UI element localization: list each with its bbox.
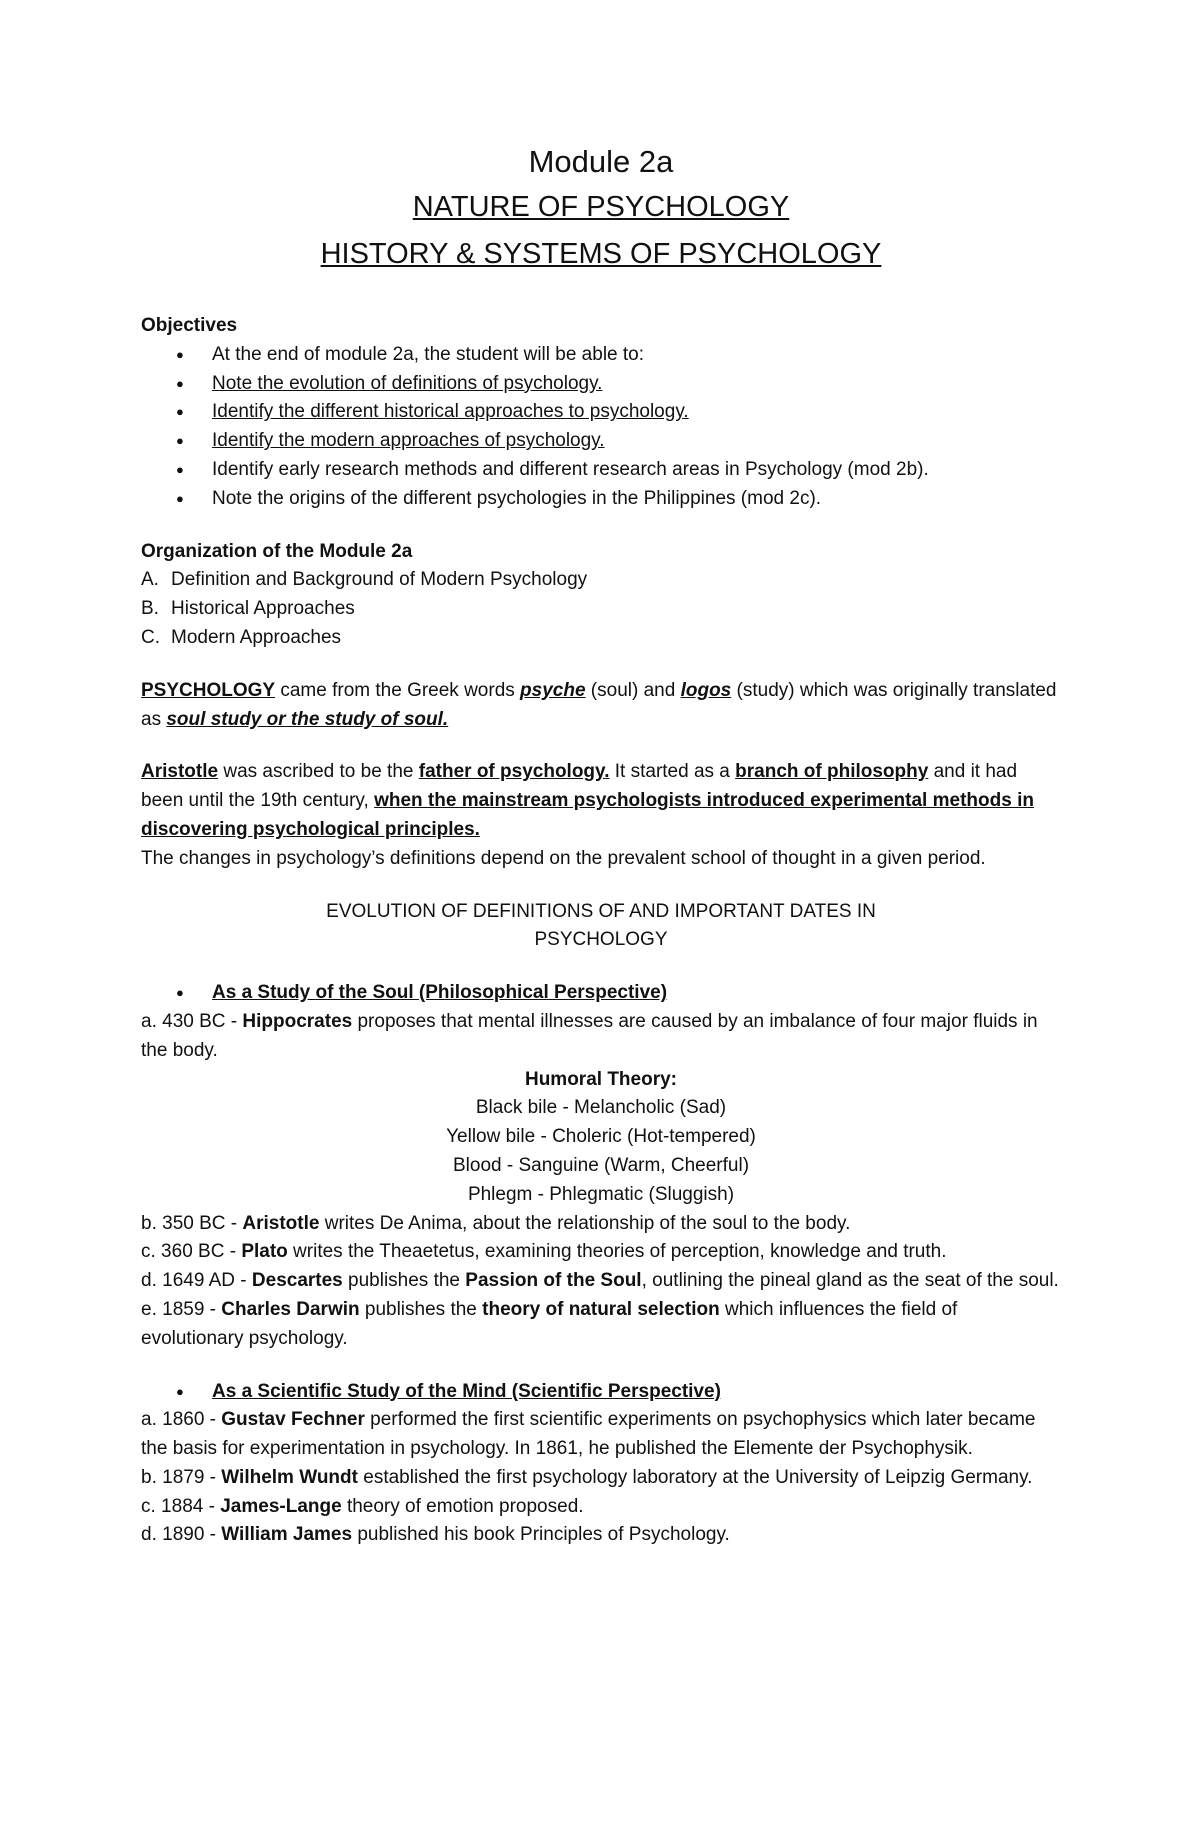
- item-text: writes De Anima, about the relationship of the soul to the body.: [319, 1212, 851, 1234]
- objective-item: ● Identify early research methods and different research areas in Psychology (mod 2b).: [141, 456, 1061, 485]
- item-text: Historical Approaches: [171, 598, 355, 620]
- item-text: writes the Theaetetus, examining theories of perception, knowledge and truth.: [287, 1241, 947, 1263]
- term-father: father of psychology.: [418, 761, 610, 783]
- title-line-2: HISTORY & SYSTEMS OF PSYCHOLOGY: [320, 238, 882, 270]
- item-name: Aristotle: [242, 1212, 320, 1234]
- item-name: Descartes: [251, 1270, 343, 1292]
- item-date: d. 1890 -: [141, 1524, 222, 1546]
- item-date: b. 350 BC -: [141, 1212, 243, 1234]
- psychology-paragraph: [141, 677, 1061, 735]
- term-logos: logos: [680, 679, 732, 701]
- humor-item: Yellow bile - Choleric (Hot-tempered): [446, 1126, 756, 1148]
- item-name: Wilhelm Wundt: [221, 1466, 358, 1488]
- item-date: d. 1649 AD -: [141, 1270, 252, 1292]
- item-text: performed the first scientific experiments on psychophysics which later became the basis for experimentation in psychology. In 1861, he published the Elemente der Psychophysik.: [141, 1409, 1036, 1460]
- item-letter: A.: [141, 569, 159, 591]
- objective-item: ● Identify the modern approaches of psychology.: [141, 427, 1061, 456]
- text-run: and it had been until the 19th century,: [141, 761, 1018, 812]
- item-work: theory of natural selection: [482, 1298, 720, 1320]
- organization-list: [141, 566, 1061, 652]
- text-run: came from the Greek words: [275, 679, 521, 701]
- changes-paragraph: The changes in psychology’s definitions depend on the prevalent school of thought in a given period.: [141, 847, 986, 869]
- item-work: Passion of the Soul: [465, 1270, 642, 1292]
- objective-item: ● Note the origins of the different psychologies in the Philippines (mod 2c).: [141, 485, 1061, 514]
- item-text: publishes the: [342, 1270, 466, 1292]
- soul-item-c: [141, 1238, 1061, 1267]
- mind-section-heading-list: [141, 1378, 1061, 1407]
- item-text: Definition and Background of Modern Psychology: [171, 569, 588, 591]
- item-text: which influences the field of evolutionary psychology.: [141, 1298, 958, 1349]
- item-text: publishes the: [359, 1298, 483, 1320]
- item-date: e. 1859 -: [141, 1298, 222, 1320]
- title-block: [141, 140, 1061, 278]
- humor-item: Phlegm - Phlegmatic (Sluggish): [467, 1183, 735, 1205]
- text-run: was ascribed to be the: [218, 761, 419, 783]
- mind-section-heading: ● As a Scientific Study of the Mind (Scientific Perspective): [141, 1378, 1061, 1407]
- text-run: (study) which was originally translated as: [141, 679, 1057, 730]
- organization-item: [141, 624, 1061, 653]
- item-name: Gustav Fechner: [221, 1409, 365, 1431]
- item-name: Hippocrates: [242, 1010, 353, 1032]
- mind-item-b: [141, 1464, 1061, 1493]
- title-line-1: NATURE OF PSYCHOLOGY: [412, 191, 790, 223]
- item-name: William James: [221, 1524, 353, 1546]
- item-letter: C.: [141, 626, 160, 648]
- mind-item-d: [141, 1521, 1061, 1550]
- objective-item: ● Note the evolution of definitions of psychology.: [141, 370, 1061, 399]
- organization-item: [141, 566, 1061, 595]
- item-text: , outlining the pineal gland as the seat of the soul.: [641, 1270, 1059, 1292]
- objectives-list: [141, 341, 1061, 514]
- term-soul-study: soul study or the study of soul.: [166, 708, 449, 730]
- item-date: c. 1884 -: [141, 1495, 221, 1517]
- objectives-heading: Objectives: [141, 315, 238, 336]
- humoral-heading: Humoral Theory:: [524, 1068, 678, 1090]
- item-text: proposes that mental illnesses are caused by an imbalance of four major fluids in the body.: [141, 1010, 1038, 1061]
- soul-section-heading: ● As a Study of the Soul (Philosophical Perspective): [141, 979, 1061, 1008]
- soul-item-e: [141, 1296, 1061, 1354]
- evolution-heading-1: EVOLUTION OF DEFINITIONS OF AND IMPORTANT DATES IN: [326, 900, 876, 922]
- objective-item: ● At the end of module 2a, the student will be able to:: [141, 341, 1061, 370]
- organization-item: [141, 595, 1061, 624]
- item-date: a. 430 BC -: [141, 1010, 243, 1032]
- item-text: theory of emotion proposed.: [341, 1495, 584, 1517]
- organization-heading: Organization of the Module 2a: [141, 540, 413, 562]
- term-psyche: psyche: [520, 679, 586, 701]
- objective-item: ● Identify the different historical approaches to psychology.: [141, 398, 1061, 427]
- soul-item-d: [141, 1267, 1061, 1296]
- term-psychology: PSYCHOLOGY: [141, 679, 276, 701]
- document-page: [141, 140, 1061, 1550]
- item-text: Modern Approaches: [171, 626, 342, 648]
- soul-section-heading-list: [141, 979, 1061, 1008]
- item-date: a. 1860 -: [141, 1409, 222, 1431]
- humor-item: Black bile - Melancholic (Sad): [475, 1097, 727, 1119]
- item-date: b. 1879 -: [141, 1466, 222, 1488]
- soul-item-b: [141, 1210, 1061, 1239]
- module-title: Module 2a: [528, 144, 674, 179]
- soul-item-a: [141, 1008, 1061, 1066]
- mind-item-c: [141, 1493, 1061, 1522]
- mind-item-a: [141, 1406, 1061, 1464]
- item-text: established the first psychology laboratory at the University of Leipzig Germany.: [357, 1466, 1033, 1488]
- term-mainstream: when the mainstream psychologists introduced experimental methods in discovering psychological principles.: [141, 790, 1034, 840]
- item-name: James-Lange: [220, 1495, 342, 1517]
- evolution-heading-2: PSYCHOLOGY: [534, 929, 668, 951]
- aristotle-paragraph: [141, 758, 1061, 844]
- item-date: c. 360 BC -: [141, 1241, 242, 1263]
- humor-item: Blood - Sanguine (Warm, Cheerful): [452, 1154, 750, 1176]
- item-name: Charles Darwin: [221, 1298, 360, 1320]
- text-run: (soul) and: [585, 679, 681, 701]
- item-name: Plato: [241, 1241, 288, 1263]
- term-branch: branch of philosophy: [735, 761, 929, 783]
- item-text: published his book Principles of Psychology.: [352, 1524, 730, 1546]
- text-run: It started as a: [609, 761, 736, 783]
- item-letter: B.: [141, 598, 159, 620]
- term-aristotle: Aristotle: [141, 761, 219, 783]
